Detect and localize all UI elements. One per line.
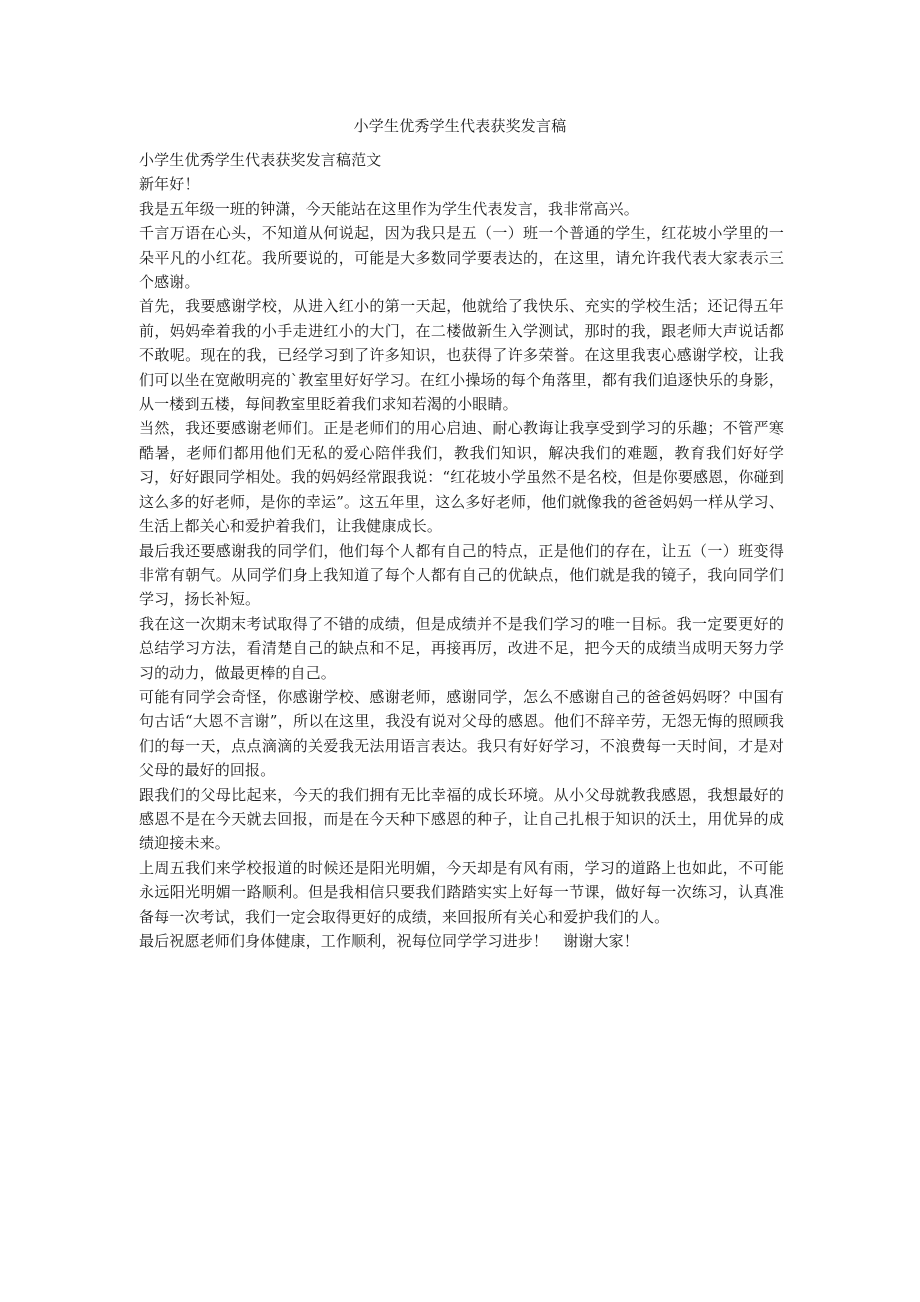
body-paragraph: 千言万语在心头，不知道从何说起，因为我只是五（一）班一个普通的学生，红花坡小学里的一朵平凡的小红花。我所要说的，可能是大多数同学要表达的，在这里，请允许我代表大家表示三个感谢。 — [139, 224, 784, 292]
body-paragraph: 跟我们的父母比起来，今天的我们拥有无比幸福的成长环境。从小父母就教我感恩，我想最好的感恩不是在今天就去回报，而是在今天种下感恩的种子，让自己扎根于知识的沃土，用优异的成绩迎接未来。 — [139, 785, 784, 853]
introduction-paragraph: 我是五年级一班的钟潇，今天能站在这里作为学生代表发言，我非常高兴。 — [139, 199, 639, 218]
body-paragraph: 首先，我要感谢学校，从进入红小的第一天起，他就给了我快乐、充实的学校生活；还记得五年前，妈妈牵着我的小手走进红小的大门，在二楼做新生入学测试，那时的我，跟老师大声说话都不敢呢。现在的我，已经学习到了许多知识，也获得了许多荣誉。在这里我衷心感谢学校，让我们可以坐在宽敞明亮的`教室里好好学习。在红小操场的每个角落里，都有我们追逐快乐的身影，从一楼到五楼，每间教室里眨着我们求知若渴的小眼睛。 — [139, 297, 784, 414]
body-paragraph: 可能有同学会奇怪，你感谢学校、感谢老师，感谢同学，怎么不感谢自己的爸爸妈妈呀？中国有句古话“大恩不言谢”，所以在这里，我没有说对父母的感恩。他们不辞辛劳，无怨无悔的照顾我们的每一天，点点滴滴的关爱我无法用语言表达。我只有好好学习，不浪费每一天时间，才是对父母的最好的回报。 — [139, 687, 784, 780]
greeting-paragraph: 新年好！ — [139, 175, 200, 194]
body-paragraph: 最后我还要感谢我的同学们，他们每个人都有自己的特点，正是他们的存在，让五（一）班变得非常有朝气。从同学们身上我知道了每个人都有自己的优缺点，他们就是我的镜子，我向同学们学习，扬长补短。 — [139, 541, 784, 609]
document-body — [139, 148, 784, 953]
body-paragraph: 上周五我们来学校报道的时候还是阳光明媚，今天却是有风有雨，学习的道路上也如此，不可能永远阳光明媚一路顺利。但是我相信只要我们踏踏实实上好每一节课，做好每一次练习，认真准备每一次考试，我们一定会取得更好的成绩，来回报所有关心和爱护我们的人。 — [139, 858, 784, 926]
body-paragraph: 我在这一次期末考试取得了不错的成绩，但是成绩并不是我们学习的唯一目标。我一定要更好的总结学习方法，看清楚自己的缺点和不足，再接再厉，改进不足，把今天的成绩当成明天努力学习的动力，做最更棒的自己。 — [139, 614, 784, 682]
body-paragraph: 当然，我还要感谢老师们。正是老师们的用心启迪、耐心教诲让我享受到学习的乐趣；不管严寒酷暑，老师们都用他们无私的爱心陪伴我们，教我们知识，解决我们的难题，教育我们好好学习，好好跟同学相处。我的妈妈经常跟我说：“红花坡小学虽然不是名校，但是你要感恩，你碰到这么多的好老师，是你的幸运”。这五年里，这么多好老师，他们就像我的爸爸妈妈一样从学习、生活上都关心和爱护着我们，让我健康成长。 — [139, 419, 784, 536]
document-title: 小学生优秀学生代表获奖发言稿 — [353, 117, 567, 135]
closing-paragraph: 最后祝愿老师们身体健康，工作顺利，祝每位同学学习进步！ 谢谢大家！ — [139, 932, 639, 950]
subtitle-paragraph: 小学生优秀学生代表获奖发言稿范文 — [139, 151, 382, 169]
